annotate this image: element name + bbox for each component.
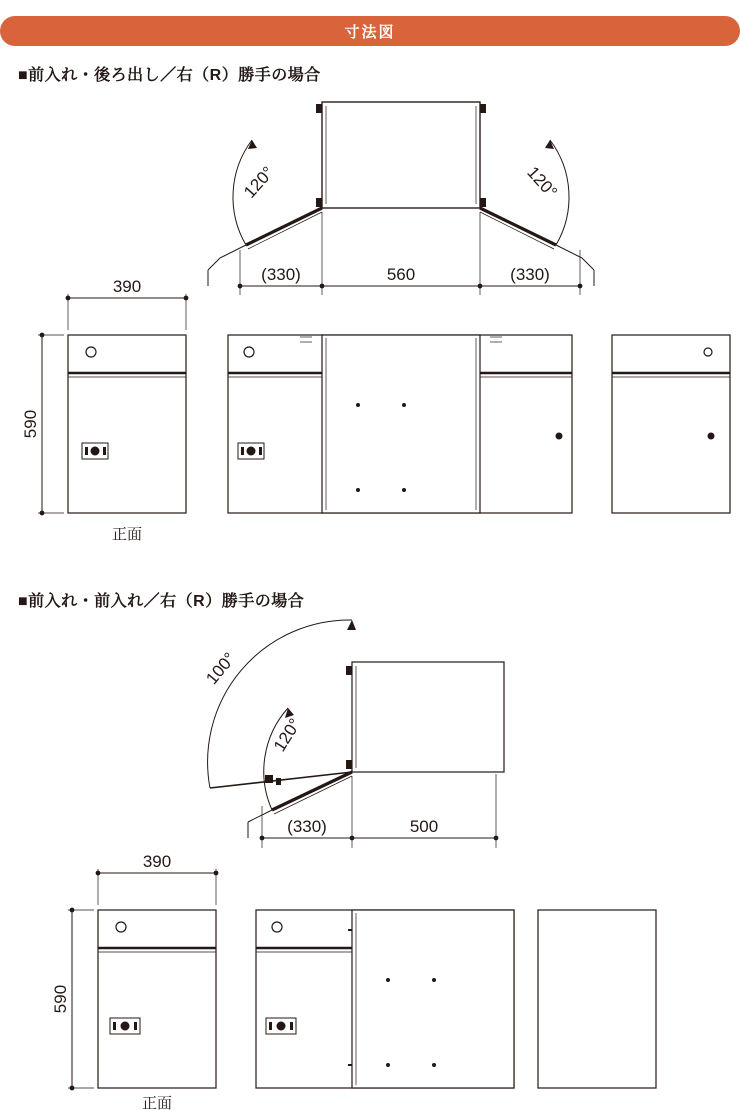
plan2-dim-left-label: (330) [287,817,327,836]
plan2-dim-right-label: 500 [409,817,439,836]
plan-left-door [220,208,322,258]
section-2-drawing [0,610,740,1111]
elev-height-label: 590 [21,409,40,439]
elev2-caption: 正面 [141,1095,173,1111]
elev-caption: 正面 [111,526,143,543]
section-1-heading: ■前入れ・後ろ出し／右（R）勝手の場合 [18,67,321,84]
plan2-angle-100-label: 100° [202,648,240,689]
plan-dim-right-label: (330) [510,265,550,284]
elev2-height-label: 590 [51,984,70,1014]
plan2-main-body [352,662,504,772]
plan-angle-left-label: 120° [240,162,278,202]
page-title: 寸法図 [344,23,396,41]
elev-front-box [68,335,186,513]
elev-width-label: 390 [112,277,142,296]
plan-dim-center-label: 560 [386,265,416,284]
plan2-angle-120-label: 120° [269,715,305,756]
elev2-side-box [538,910,656,1088]
section-2-svg [0,610,740,1111]
page-banner [0,16,740,46]
section-1-drawing [0,80,740,560]
elev2-width-label: 390 [142,852,172,871]
section-1-svg [0,80,740,560]
plan-right-door [480,208,582,258]
plan-dim-left-label: (330) [261,265,301,284]
section-2-heading: ■前入れ・前入れ／右（R）勝手の場合 [18,593,305,610]
elev2-front-box [98,910,216,1088]
plan-angle-right-label: 120° [523,162,561,202]
elev-side-box [612,335,730,513]
plan2-arc-100 [208,620,352,788]
plan-main-body [322,102,480,208]
